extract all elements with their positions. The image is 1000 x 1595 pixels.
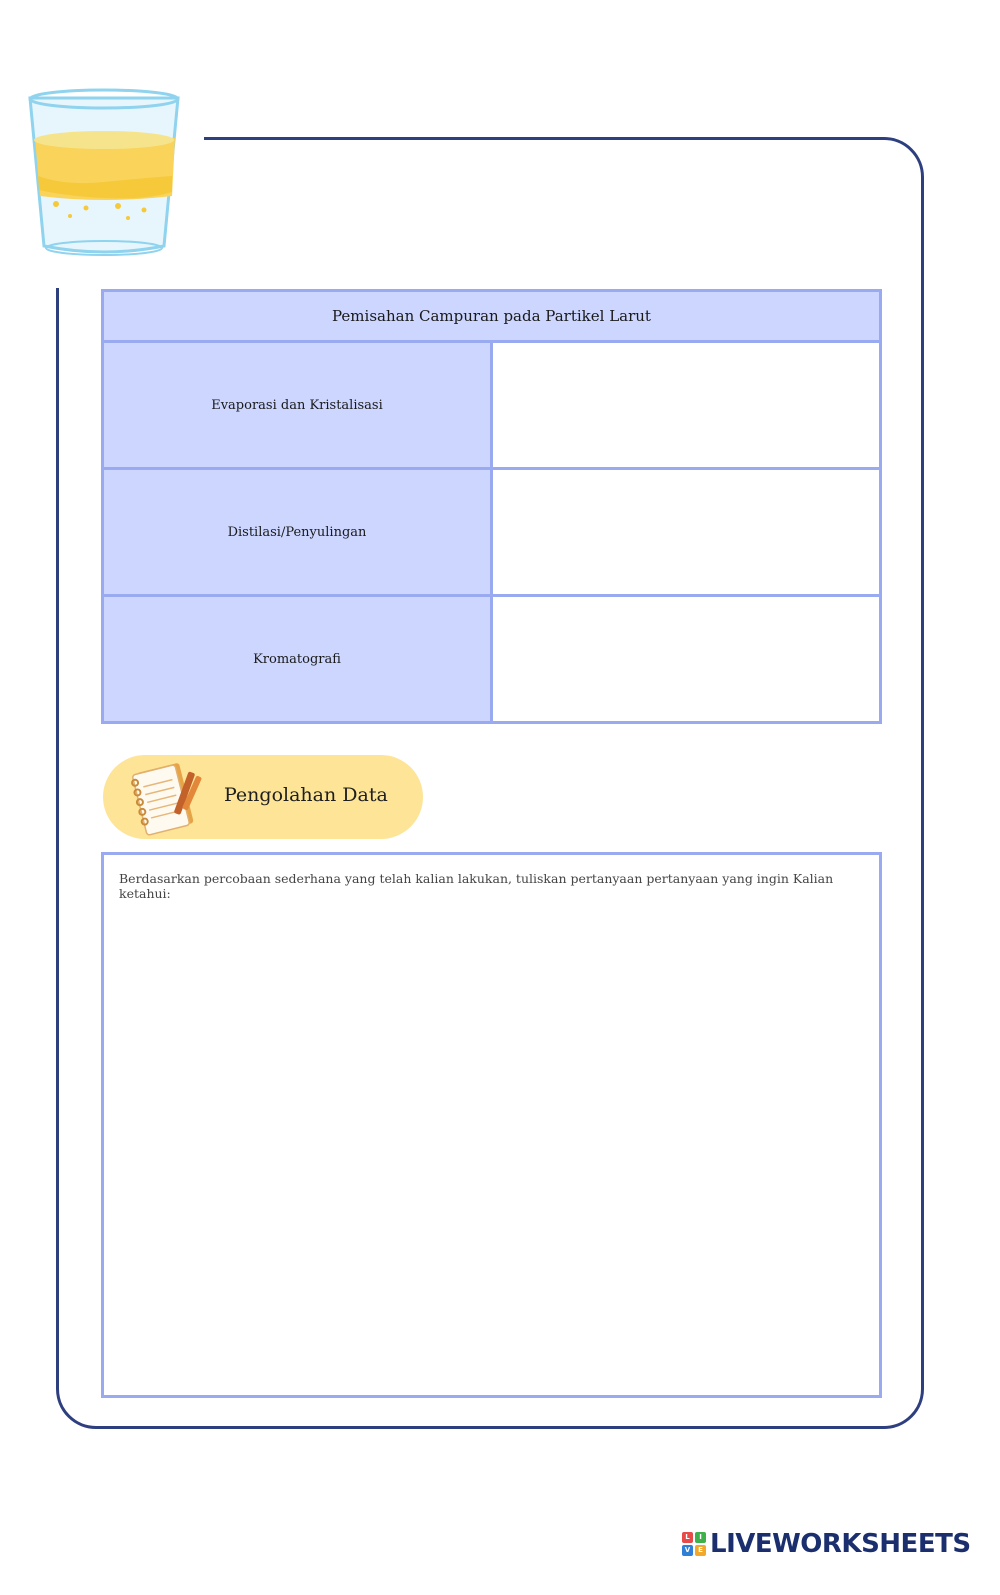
answer-field-kromatografi[interactable] bbox=[492, 596, 881, 723]
brand-name: LIVEWORKSHEETS bbox=[710, 1529, 971, 1559]
glass-solution-illustration bbox=[26, 86, 182, 262]
separation-table bbox=[101, 289, 882, 724]
answer-field-distilasi[interactable] bbox=[492, 469, 881, 596]
brand-logo-icon: L I V E bbox=[682, 1532, 706, 1556]
table-row bbox=[103, 469, 881, 596]
table-row bbox=[103, 596, 881, 723]
table-header: Pemisahan Campuran pada Partikel Larut bbox=[103, 291, 881, 342]
row-label-kromatografi: Kromatografi bbox=[103, 596, 492, 723]
brand-logo bbox=[682, 1528, 971, 1560]
section-banner bbox=[103, 755, 423, 839]
notebook-icon bbox=[129, 761, 209, 837]
data-processing-box[interactable] bbox=[101, 852, 882, 1398]
frame-left-stub bbox=[56, 288, 59, 328]
data-prompt: Berdasarkan percobaan sederhana yang telah kalian lakukan, tuliskan pertanyaan pertanyaan yang ingin Kalian ketahui: bbox=[119, 871, 834, 901]
table-row bbox=[103, 342, 881, 469]
row-label-evaporasi: Evaporasi dan Kristalisasi bbox=[103, 342, 492, 469]
row-label-distilasi: Distilasi/Penyulingan bbox=[103, 469, 492, 596]
answer-field-evaporasi[interactable] bbox=[492, 342, 881, 469]
section-title: Pengolahan Data bbox=[224, 784, 388, 806]
